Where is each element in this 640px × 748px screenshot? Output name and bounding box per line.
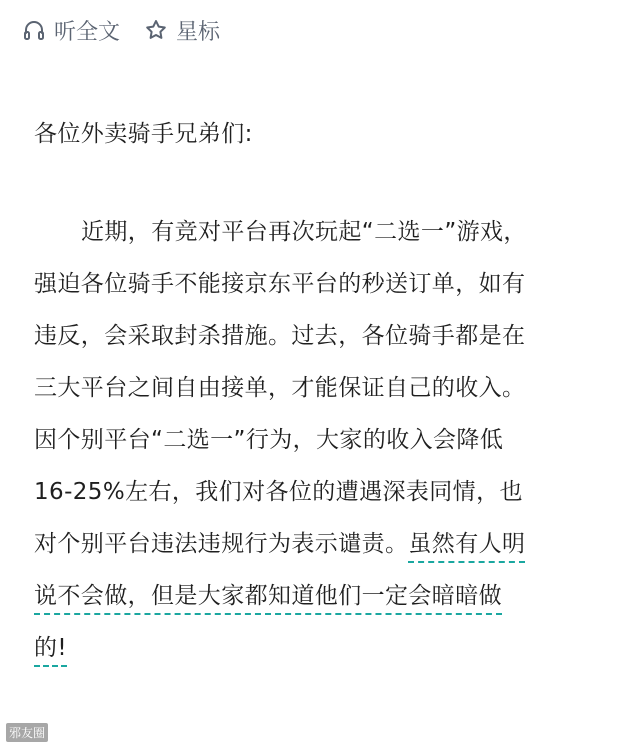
- article-paragraph: [34, 206, 620, 674]
- paragraph-line: [34, 414, 620, 466]
- line-text: 对个别平台违法违规行为表示谴责。: [34, 531, 409, 557]
- paragraph-line: [34, 310, 620, 362]
- paragraph-line: [34, 362, 620, 414]
- paragraph-line: [34, 206, 620, 258]
- article-greeting: 各位外卖骑手兄弟们:: [34, 121, 253, 147]
- paragraph-line: [34, 466, 620, 518]
- line-text: 强迫各位骑手不能接京东平台的秒送订单，如有: [34, 271, 526, 297]
- listen-label: 听全文: [54, 19, 121, 45]
- star-icon: [144, 18, 168, 42]
- line-text: 16-25%左右，我们对各位的遭遇深表同情，也: [34, 479, 523, 505]
- watermark: 邪友圈: [6, 723, 48, 742]
- highlighted-text[interactable]: 虽然有人明: [408, 531, 526, 557]
- paragraph-line: [34, 258, 620, 310]
- star-label: 星标: [176, 19, 221, 45]
- paragraph-line: [34, 622, 620, 674]
- highlighted-text[interactable]: 的!: [34, 635, 68, 661]
- line-text: 三大平台之间自由接单，才能保证自己的收入。: [34, 375, 526, 401]
- line-text: 违反，会采取封杀措施。过去，各位骑手都是在: [34, 323, 526, 349]
- highlighted-text[interactable]: 说不会做，但是大家都知道他们一定会暗暗做: [34, 583, 502, 609]
- line-text: 因个别平台“二选一”行为，大家的收入会降低: [34, 427, 504, 453]
- star-button[interactable]: [144, 15, 220, 46]
- article-toolbar: [22, 10, 244, 50]
- article-body: [34, 108, 620, 674]
- paragraph-line: [34, 518, 620, 570]
- headphones-icon: [22, 18, 46, 42]
- paragraph-line: [34, 570, 620, 622]
- listen-button[interactable]: [22, 15, 120, 46]
- line-text: 近期，有竞对平台再次玩起“二选一”游戏，: [81, 219, 527, 245]
